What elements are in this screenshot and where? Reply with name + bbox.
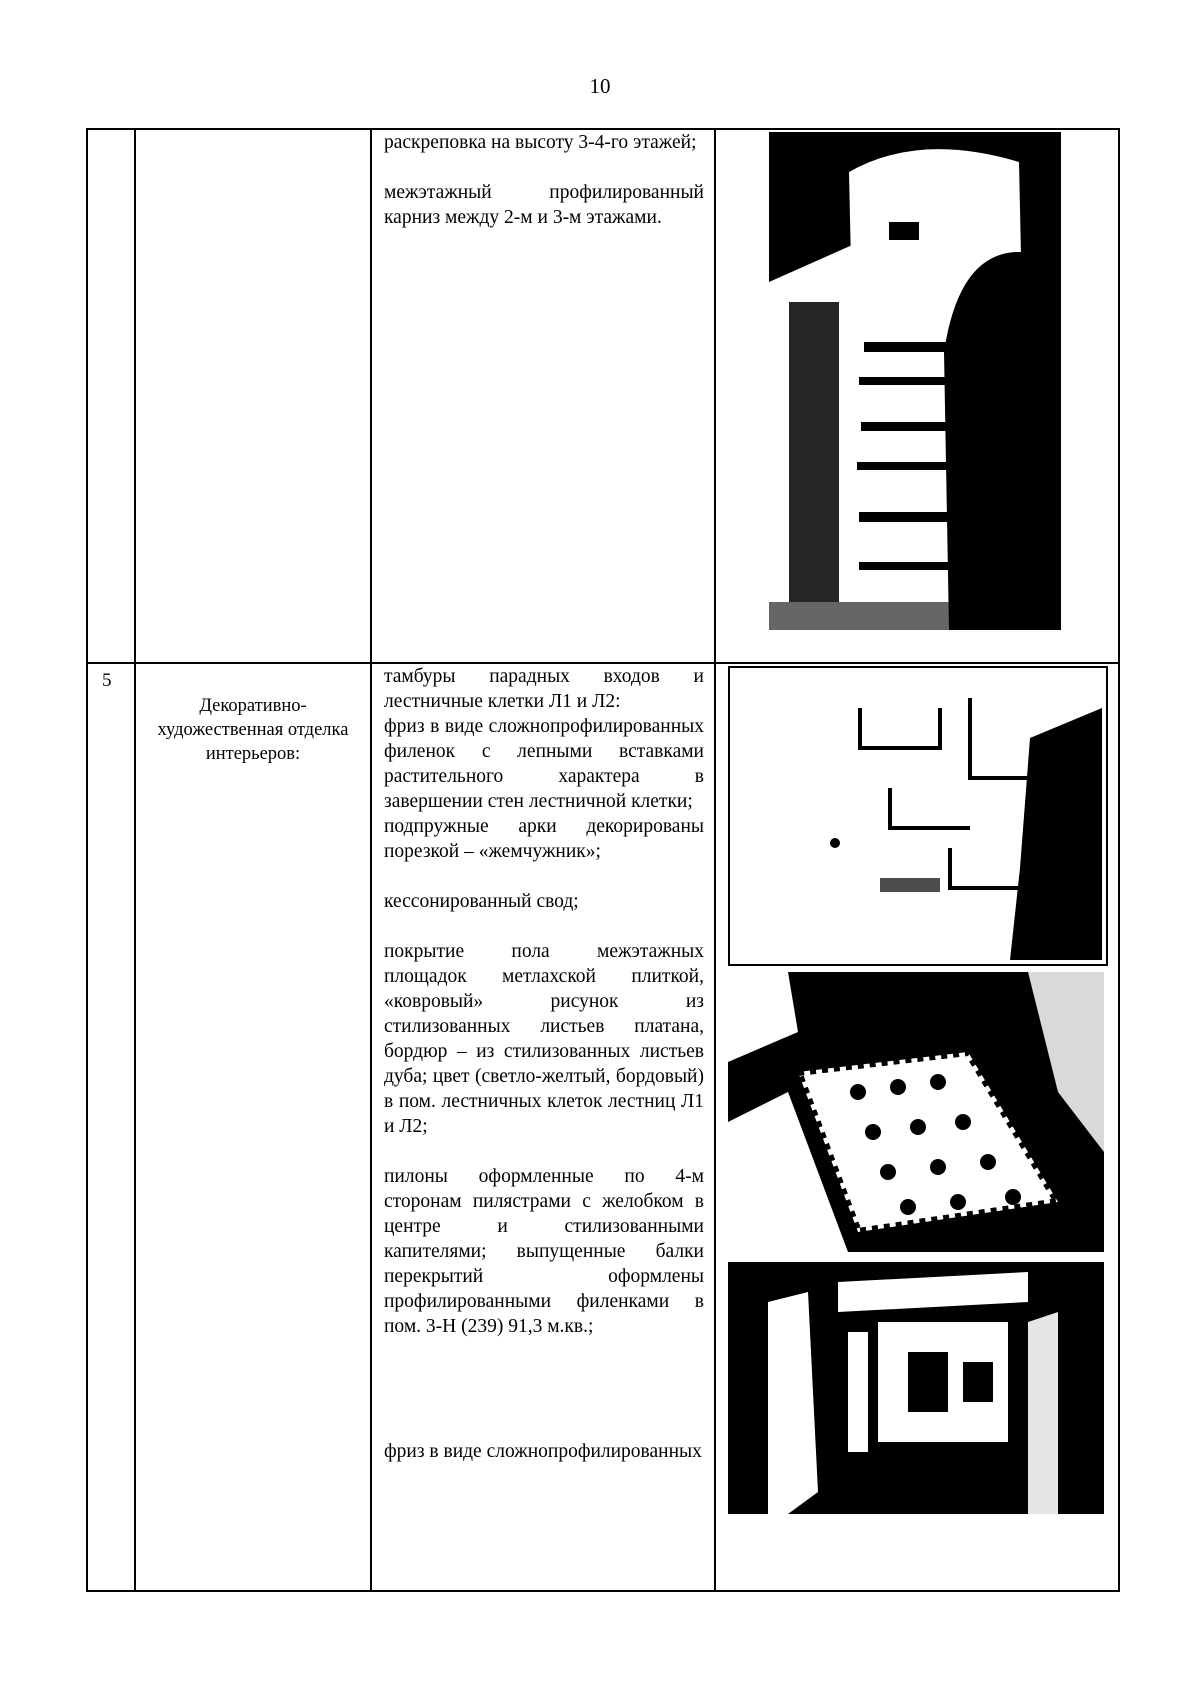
description-paragraph: раскреповка на высоту 3-4-го этажей; — [384, 132, 697, 153]
description-paragraph: тамбуры парадных входов и лестничные клетки Л1 и Л2: — [384, 666, 704, 712]
description-paragraph: фриз в виде сложнопрофилированных филенок с лепными вставками растительного характера в завершении стен лестничной клетки; — [384, 716, 704, 812]
description-paragraph: межэтажный профилированный карниз между 2-м и 3-м этажами. — [384, 182, 704, 228]
table-row — [87, 129, 1119, 663]
description-paragraph: пилоны оформленные по 4-м сторонам пилястрами с желобком в центре и стилизованными капителями; выпущенные балки перекрытий оформлены профилированными филенками в пом. 3-Н (239) 91,3 м.кв.; — [384, 1166, 704, 1337]
row-number: 5 — [87, 663, 135, 1591]
tiled-floor-photo — [728, 972, 1104, 1252]
row-description — [371, 129, 715, 663]
description-paragraph: покрытие пола межэтажных площадок метлахской плиткой, «ковровый» рисунок из стилизованных листьев платана, бордюр – из стилизованных листьев дуба; цвет (светло-желтый, бордовый) в пом. лестничных клеток лестниц Л1 и Л2; — [384, 941, 704, 1137]
row-name — [135, 129, 371, 663]
paragraph-gap — [384, 1339, 704, 1439]
pylons-interior-photo — [728, 1262, 1104, 1514]
row-name: Декоративно-художественная отделка интерьеров: — [135, 663, 371, 1591]
description-paragraph: подпружные арки декорированы порезкой – «жемчужник»; — [384, 816, 704, 862]
page-number: 10 — [589, 74, 611, 98]
paragraph-gap — [384, 1139, 704, 1164]
photo-cell — [715, 663, 1119, 1591]
facade-bay-photo — [769, 132, 1061, 630]
description-paragraph: кессонированный свод; — [384, 891, 579, 912]
description-paragraph: фриз в виде сложнопрофилированных — [384, 1441, 702, 1462]
monument-features-table — [86, 128, 1120, 1592]
row-description — [371, 663, 715, 1591]
table-row — [87, 663, 1119, 1591]
photo-cell — [715, 129, 1119, 663]
paragraph-gap — [384, 914, 704, 939]
row-number — [87, 129, 135, 663]
paragraph-gap — [384, 155, 704, 180]
vaulted-ceiling-photo — [728, 666, 1108, 966]
paragraph-gap — [384, 864, 704, 889]
